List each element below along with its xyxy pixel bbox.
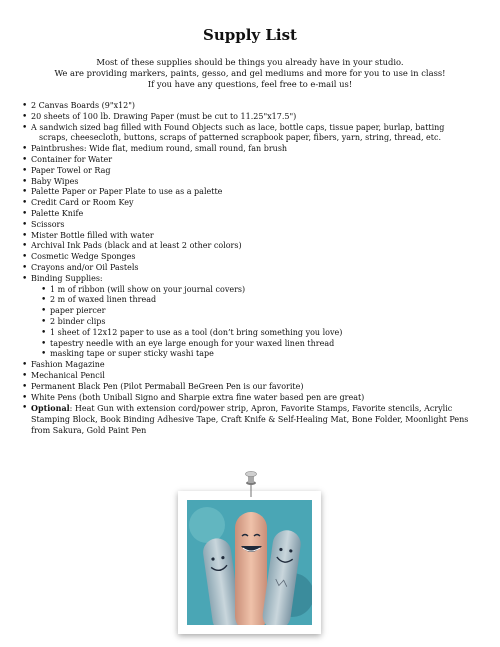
- list-item: • 20 sheets of 100 lb. Drawing Paper (must be cut to 11.25"x17.5"): [22, 112, 482, 123]
- sublist-item: • 2 m of waxed linen thread: [41, 295, 482, 306]
- list-item: • Baby Wipes: [22, 177, 482, 188]
- list-item: • Cosmetic Wedge Sponges: [22, 252, 482, 263]
- list-item: [22, 274, 482, 360]
- page-title: Supply List: [203, 26, 297, 44]
- list-item: • Mister Bottle filled with water: [22, 231, 482, 242]
- list-item: • Permanent Black Pen (Pilot Permaball BeGreen Pen is our favorite): [22, 382, 482, 393]
- sublist-item: • 1 sheet of 12x12 paper to use as a tool (don’t bring something you love): [41, 328, 482, 339]
- sublist-item: • masking tape or super sticky washi tape: [41, 349, 482, 360]
- list-item: • Crayons and/or Oil Pastels: [22, 263, 482, 274]
- list-item-continuation: scraps, cheesecloth, buttons, scraps of patterned scrapbook paper, fibers, yarn, string, thread, etc.: [39, 133, 442, 143]
- finger-faces-illustration: [187, 500, 312, 625]
- intro-line: If you have any questions, feel free to e-mail us!: [147, 79, 353, 90]
- list-item-text: A sandwich sized bag filled with Found Objects such as lace, bottle caps, tissue paper, burlap, batting: [31, 122, 445, 132]
- list-item: • Palette Paper or Paper Plate to use as a palette: [22, 187, 482, 198]
- finger-faces-photo: [187, 500, 312, 625]
- list-item: • Palette Knife: [22, 209, 482, 220]
- intro-line: Most of these supplies should be things you already have in your studio.: [96, 57, 404, 67]
- optional-label: Optional: [31, 403, 70, 414]
- list-item: • Container for Water: [22, 155, 482, 166]
- list-item: • 2 Canvas Boards (9"x12"): [22, 101, 482, 112]
- push-pin-icon: [244, 470, 258, 498]
- optional-text: : Heat Gun with extension cord/power strip, Apron, Favorite Stamps, Favorite stencils, Acrylic Stamping Block, Book Binding Adhesive Tape, Craft Knife & Self-Healing Mat, Bone Folder, Moonlight Pens from Sakura, Gold Paint Pen: [31, 404, 469, 435]
- list-item: • Credit Card or Room Key: [22, 198, 482, 209]
- photo-frame: [178, 491, 321, 634]
- list-item: • Paper Towel or Rag: [22, 166, 482, 177]
- list-item: • Archival Ink Pads (black and at least 2 other colors): [22, 241, 482, 252]
- sublist-item: • 1 m of ribbon (will show on your journal covers): [41, 285, 482, 296]
- binding-supplies-heading: Binding Supplies:: [31, 273, 103, 283]
- list-item: • Fashion Magazine: [22, 360, 482, 371]
- list-item: [22, 123, 482, 145]
- middle-finger: [235, 512, 267, 625]
- supply-list: [22, 101, 482, 437]
- sublist-item: • tapestry needle with an eye large enough for your waxed linen thread: [41, 339, 482, 350]
- intro-line: We are providing markers, paints, gesso, and gel mediums and more for you to use in class!: [54, 68, 446, 79]
- sublist-item: • paper piercer: [41, 306, 482, 317]
- binding-sublist: [31, 285, 482, 361]
- list-item: • Paintbrushes: Wide flat, medium round, small round, fan brush: [22, 144, 482, 155]
- list-item: • White Pens (both Uniball Signo and Sharpie extra fine water based pen are great): [22, 393, 482, 404]
- intro-text: [20, 57, 480, 91]
- list-item-optional: [22, 403, 482, 436]
- list-item: • Scissors: [22, 220, 482, 231]
- sublist-item: • 2 binder clips: [41, 317, 482, 328]
- list-item: • Mechanical Pencil: [22, 371, 482, 382]
